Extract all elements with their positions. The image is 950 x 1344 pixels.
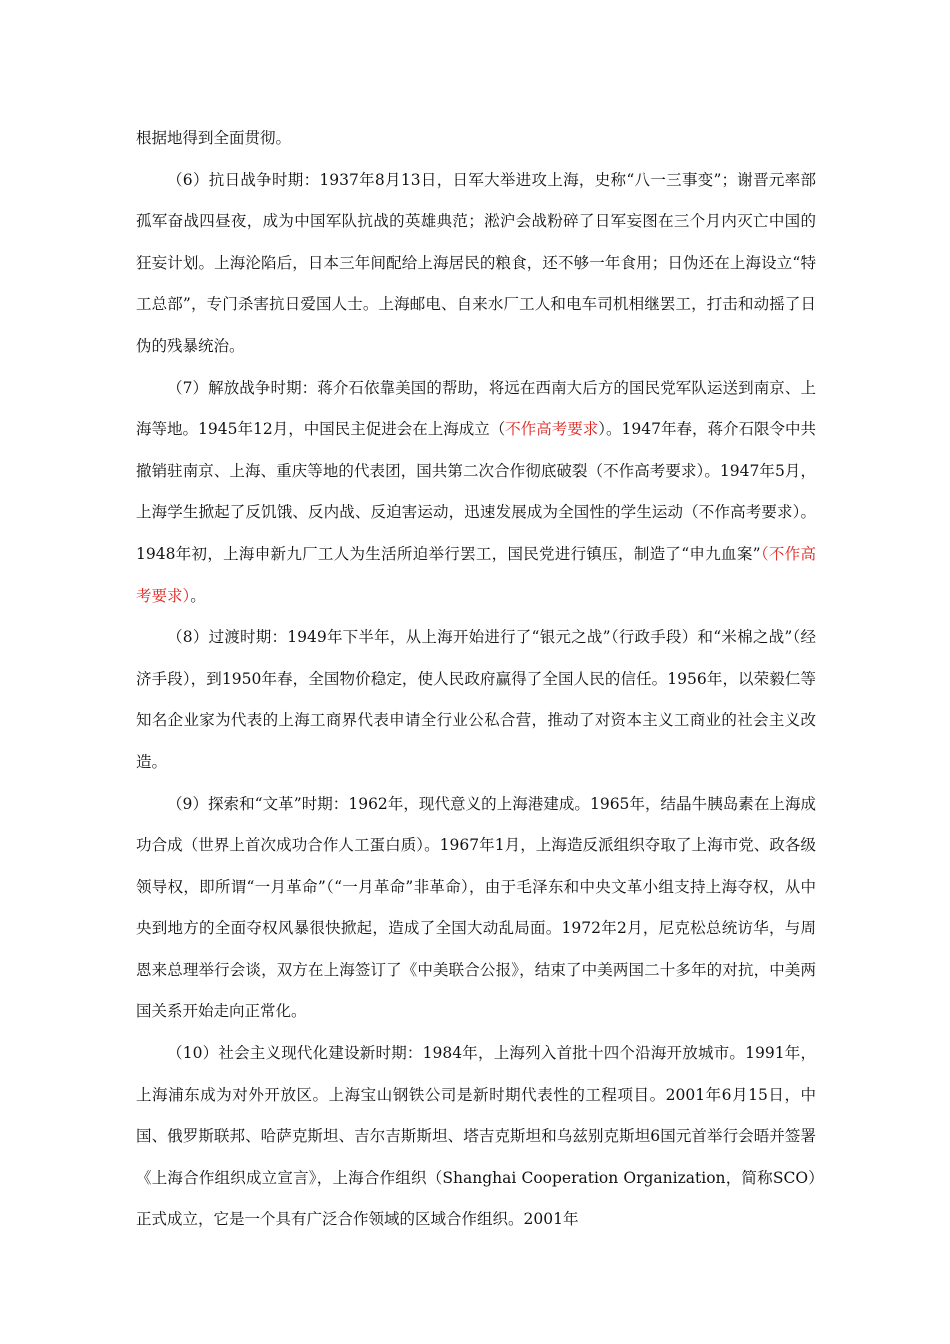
paragraph-transition-period — [136, 617, 816, 783]
paragraph-exploration-period — [136, 784, 816, 1034]
paragraph-text: 根据地得到全面贯彻。 — [136, 129, 292, 147]
paragraph-text: ）。1947年春，蒋介石限令中共撤销驻南京、上海、重庆等地的代表团，国共第二次合作彻底破裂（不作高考要求）。1947年5月，上海学生掀起了反饥饿、反内战、反迫害运动，迅速发展成为全国性的学生运动（不作高考要求）。1948年初，上海申新九厂工人为生活所迫举行罢工，国民党进行镇压，制造了“申九血案” — [136, 420, 816, 563]
paragraph-liberation-war — [136, 368, 816, 618]
paragraph-anti-japanese-war — [136, 160, 816, 368]
highlighted-note: （不作高考要求） — [136, 544, 816, 605]
paragraph-continuation — [136, 118, 816, 160]
paragraph-text: 。 — [190, 586, 206, 605]
paragraph-text: （10）社会主义现代化建设新时期：1984年，上海列入首批十四个沿海开放城市。1991年，上海浦东成为对外开放区。上海宝山钢铁公司是新时期代表性的工程项目。2001年6月15日，中国、俄罗斯联邦、哈萨克斯坦、吉尔吉斯斯坦、塔吉克斯坦和乌兹别克斯坦6国元首举行会晤并签署《上海合作组织成立宣言》，上海合作组织（Shanghai Cooperation Organization，简称SCO）正式成立，它是一个具有广泛合作领域的区域合作组织。2001年 — [136, 1044, 816, 1229]
paragraph-text: （9）探索和“文革”时期：1962年，现代意义的上海港建成。1965年，结晶牛胰岛素在上海成功合成（世界上首次成功合作人工蛋白质）。1967年1月，上海造反派组织夺取了上海市党、政各级领导权，即所谓“一月革命”（“一月革命”非革命），由于毛泽东和中央文革小组支持上海夺权，从中央到地方的全面夺权风暴很快掀起，造成了全国大动乱局面。1972年2月，尼克松总统访华，与周恩来总理举行会谈，双方在上海签订了《中美联合公报》，结束了中美两国二十多年的对抗，中美两国关系开始走向正常化。 — [136, 794, 816, 1021]
highlighted-note: 不作高考要求 — [505, 420, 599, 439]
paragraph-text: （8）过渡时期：1949年下半年，从上海开始进行了“银元之战”（行政手段）和“米棉之战”（经济手段），到1950年春，全国物价稳定，使人民政府赢得了全国人民的信任。1956年，以荣毅仁等知名企业家为代表的上海工商界代表申请全行业公私合营，推动了对资本主义工商业的社会主义改造。 — [136, 628, 816, 771]
document-page — [136, 118, 816, 1241]
paragraph-text: （7）解放战争时期：蒋介石依靠美国的帮助，将远在西南大后方的国民党军队运送到南京、上海等地。1945年12月，中国民主促进会在上海成立（ — [136, 378, 816, 439]
paragraph-modernization-period — [136, 1033, 816, 1241]
paragraph-text: （6）抗日战争时期：1937年8月13日，日军大举进攻上海，史称“八一三事变”；谢晋元率部孤军奋战四昼夜，成为中国军队抗战的英雄典范；淞沪会战粉碎了日军妄图在三个月内灭亡中国的狂妄计划。上海沦陷后，日本三年间配给上海居民的粮食，还不够一年食用；日伪还在上海设立“特工总部”，专门杀害抗日爱国人士。上海邮电、自来水厂工人和电车司机相继罢工，打击和动摇了日伪的残暴统治。 — [136, 170, 816, 355]
